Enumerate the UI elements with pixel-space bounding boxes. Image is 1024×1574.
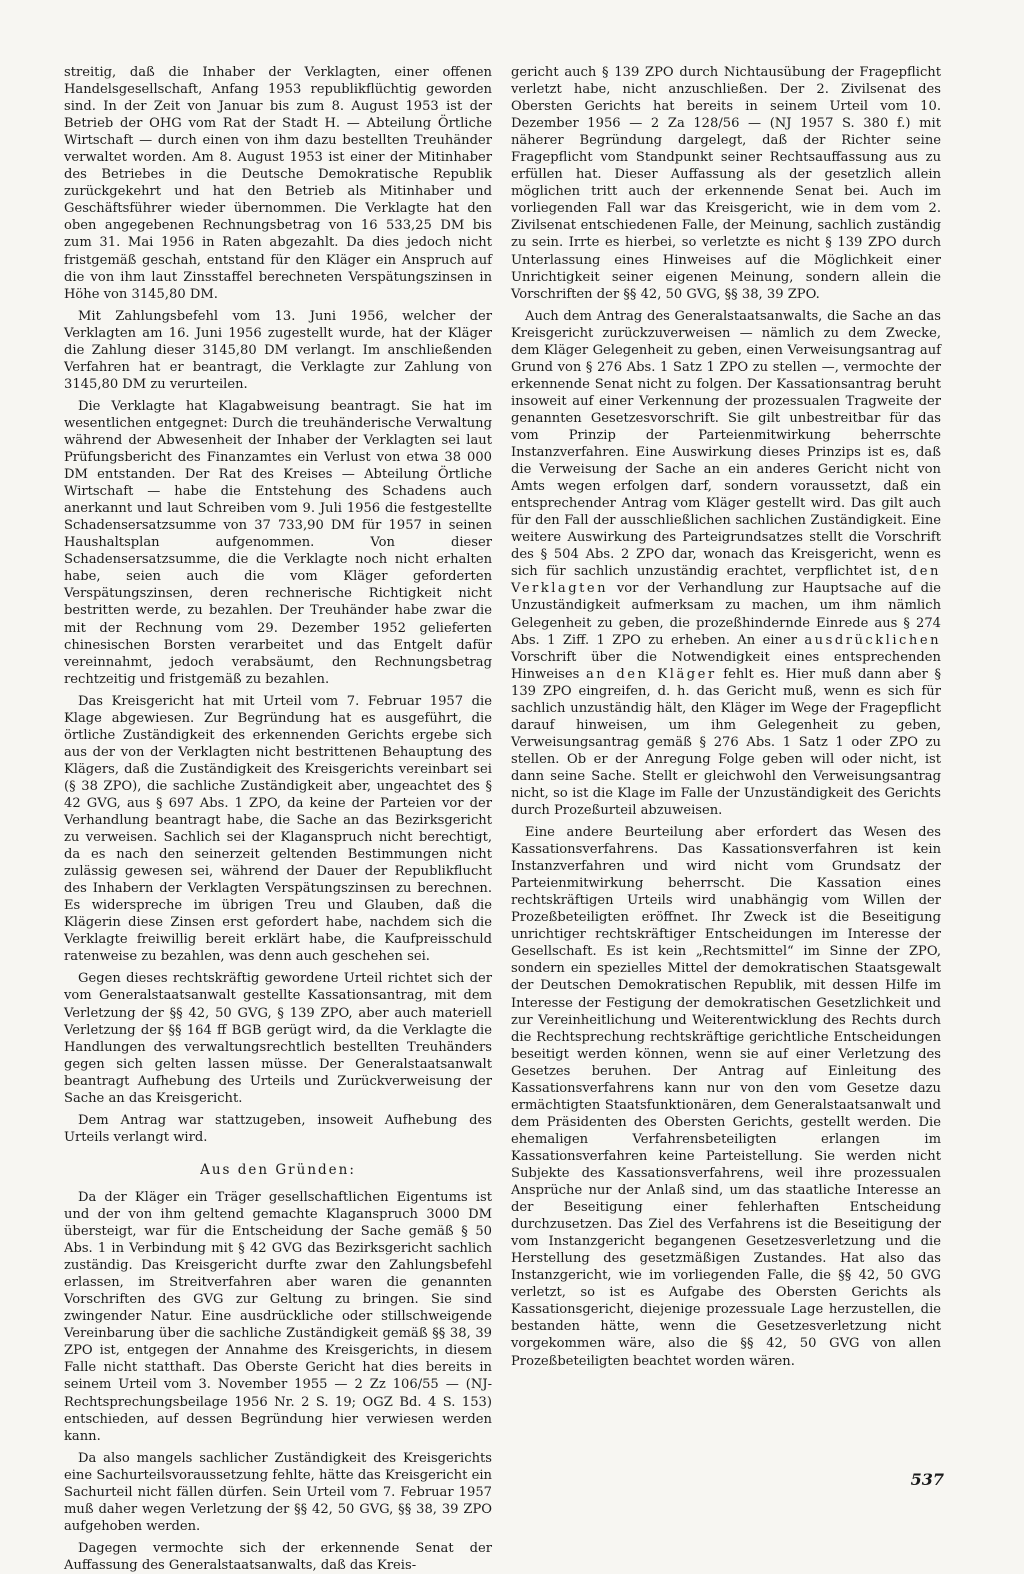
paragraph: Dem Antrag war stattzugeben, insoweit Aufhebung des Urteils verlangt wird. <box>64 1112 492 1145</box>
paragraph-text: Auch dem Antrag des Generalstaatsanwalts, die Sache an das Kreisgericht zurückzuverweisen — nämlich zu dem Zwecke, dem Kläger Gelegenheit zu geben, einen Verweisungsantrag auf Grund von § 276 Abs. 1 Satz 1 ZPO zu stellen —, vermochte der erkennende Senat nicht zu folgen. Der Kassationsantrag beruht insoweit auf einer Verkennung der prozessualen Tragweite der genannten Gesetzesvorschrift. Sie gilt unbestreitbar für das vom Prinzip der Parteienmitwirkung beherrschte Instanzverfahren. Eine Auswirkung dieses Prinzips ist es, daß die Verweisung der Sache an ein anderes Gericht nicht von Amts wegen erfolgen darf, sondern voraussetzt, daß ein entsprechender Antrag vom Kläger gestellt wird. Das gilt auch für den Fall der ausschließlichen sachlichen Zuständigkeit. Eine weitere Auswirkung des Parteigrundsatzes stellt die Vorschrift des § 504 Abs. 2 ZPO dar, wonach das Kreisgericht, wenn es sich für sachlich unzuständig erachtet, verpflichtet ist, <box>511 308 941 580</box>
paragraph: Die Verklagte hat Klagabweisung beantragt. Sie hat im wesentlichen entgegnet: Durch die treuhänderische Verwaltung während der Abwesenheit der Inhaber der Verklagten sei laut Prüfungsbericht des Finanzamtes ein Verlust von etwa 38 000 DM entstanden. Der Rat des Kreises — Abteilung Örtliche Wirtschaft — habe die Entstehung des Schadens auch anerkannt und laut Schreiben vom 9. Juli 1956 die festgestellte Schadensersatzsumme von 37 733,90 DM für 1957 in seinen Haushaltsplan aufgenommen. Von dieser Schadensersatzsumme, die die Verklagte noch nicht erhalten habe, seien auch die vom Kläger geforderten Verspätungszinsen, deren rechnerische Richtigkeit nicht bestritten werde, zu bezahlen. Der Treuhänder habe zwar die mit der Rechnung vom 29. Dezember 1952 gelieferten chinesischen Borsten verarbeitet und das Entgelt dafür vereinnahmt, jedoch verabsäumt, den Rechnungsbetrag rechtzeitig und fristgemäß zu bezahlen. <box>64 398 492 687</box>
paragraph: Dagegen vermochte sich der erkennende Senat der Auffassung des Generalstaatsanwalts, daß das Kreis- <box>64 1540 492 1573</box>
emphasized-text: an den Kläger <box>585 666 717 682</box>
paragraph: Da der Kläger ein Träger gesellschaftlichen Eigentums ist und der von ihm geltend gemachte Klaganspruch 3000 DM übersteigt, war für die Entscheidung der Sache gemäß § 50 Abs. 1 in Verbindung mit § 42 GVG das Bezirksgericht sachlich zuständig. Das Kreisgericht durfte zwar den Zahlungsbefehl erlassen, im Streitverfahren aber waren die genannten Vorschriften des GVG zur Geltung zu bringen. Sie sind zwingender Natur. Eine ausdrückliche oder stillschweigende Vereinbarung über die sachliche Zuständigkeit gemäß §§ 38, 39 ZPO ist, entgegen der Annahme des Kreisgerichts, in diesem Falle nicht statthaft. Das Oberste Gericht hat dies bereits in seinem Urteil vom 3. November 1955 — 2 Zz 106/55 — (NJ-Rechtsprechungsbeilage 1956 Nr. 2 S. 19; OGZ Bd. 4 S. 153) entschieden, auf dessen Begründung hier verwiesen werden kann. <box>64 1189 492 1444</box>
paragraph: Eine andere Beurteilung aber erfordert das Wesen des Kassationsverfahrens. Das Kassationsverfahren ist kein Instanzverfahren und wird nicht vom Grundsatz der Parteienmitwirkung beherrscht. Die Kassation eines rechtskräftigen Urteils wird unabhängig vom Willen der Prozeßbeteiligten eröffnet. Ihr Zweck ist die Beseitigung unrichtiger rechtskräftiger Entscheidungen im Interesse der Gesellschaft. Es ist kein „Rechtsmittel“ im Sinne der ZPO, sondern ein spezielles Mittel der demokratischen Staatsgewalt der Deutschen Demokratischen Republik, mit dessen Hilfe im Interesse der Festigung der demokratischen Gesetzlichkeit und zur Vereinheitlichung und Weiterentwicklung des Rechts durch die Rechtsprechung rechtskräftige gerichtliche Entscheidungen beseitigt werden können, wenn sie auf einer Verletzung des Gesetzes beruhen. Der Antrag auf Einleitung des Kassationsverfahrens kann nur von den vom Gesetze dazu ermächtigten Staatsfunktionären, dem Generalstaatsanwalt und dem Präsidenten des Obersten Gerichts, gestellt werden. Die ehemaligen Verfahrensbeteiligten erlangen im Kassationsverfahren keine Parteistellung. Sie werden nicht Subjekte des Kassationsverfahrens, weil ihre prozessualen Ansprüche nur der Anlaß sind, um das staatliche Interesse an der Beseitigung einer fehlerhaften Entscheidung durchzusetzen. Das Ziel des Verfahrens ist die Beseitigung der vom Instanzgericht begangenen Gesetzesverletzung und die Herstellung des gesetzmäßigen Zustandes. Hat also das Instanzgericht, wie im vorliegenden Falle, die §§ 42, 50 GVG verletzt, so ist es Aufgabe des Obersten Gerichts als Kassationsgericht, diejenige prozessuale Lage herzustellen, die bestanden hätte, wenn die Gesetzesverletzung nicht vorgekommen wäre, also die §§ 42, 50 GVG von allen Prozeßbeteiligten beachtet worden wären. <box>511 825 941 1369</box>
paragraph-text: Vorschrift über die Notwendigkeit eines entsprechenden Hinweises <box>511 649 941 682</box>
paragraph-text: fehlt es. Hier muß dann aber § 139 ZPO eingreifen, d. h. das Gericht muß, wenn es sich für sachlich unzuständig hält, den Kläger im Wege der Fragepflicht darauf hinweisen, um ihm Gelegenheit zu geben, Verweisungsantrag gemäß § 276 Abs. 1 Satz 1 oder ZPO zu stellen. Ob er der Anregung Folge geben will oder nicht, ist dann seine Sache. Stellt er gleichwohl den Verweisungsantrag nicht, so ist die Klage im Falle der Unzuständigkeit des Gerichts durch Prozeßurteil abzuweisen. <box>511 666 941 819</box>
page-number: 537 <box>910 1470 944 1489</box>
paragraph: Mit Zahlungsbefehl vom 13. Juni 1956, welcher der Verklagten am 16. Juni 1956 zugestellt wurde, hat der Kläger die Zahlung dieser 3145,80 DM verlangt. Im anschließenden Verfahren hat er beantragt, die Verklagte zur Zahlung von 3145,80 DM zu verurteilen. <box>64 308 492 392</box>
left-column <box>64 64 492 1574</box>
paragraph: Da also mangels sachlicher Zuständigkeit des Kreisgerichts eine Sachurteilsvoraussetzung fehlte, hätte das Kreisgericht ein Sachurteil nicht fällen dürfen. Sein Urteil vom 7. Februar 1957 muß daher wegen Verletzung der §§ 42, 50 GVG, §§ 38, 39 ZPO aufgehoben werden. <box>64 1450 492 1534</box>
emphasized-text: ausdrücklichen <box>804 632 941 648</box>
right-column <box>511 64 941 1370</box>
paragraph: gericht auch § 139 ZPO durch Nichtausübung der Fragepflicht verletzt habe, nicht anzuschließen. Der 2. Zivilsenat des Obersten Gerichts hat bereits in seinem Urteil vom 10. Dezember 1956 — 2 Za 128/56 — (NJ 1957 S. 380 f.) mit näherer Begründung dargelegt, daß der Richter seine Fragepflicht vom Standpunkt seiner Rechtsauffassung aus zu erfüllen hat. Dieser Auffassung als der gesetzlich allein möglichen tritt auch der erkennende Senat bei. Auch im vorliegenden Fall war das Kreisgericht, wie in dem vom 2. Zivilsenat entschiedenen Falle, der Meinung, sachlich zuständig zu sein. Irrte es hierbei, so verletzte es nicht § 139 ZPO durch Unterlassung eines Hinweises auf die Möglichkeit einer Unrichtigkeit seiner eigenen Meinung, sondern allein die Vorschriften der §§ 42, 50 GVG, §§ 38, 39 ZPO. <box>511 65 941 302</box>
paragraph-text: vor der Verhandlung zur Hauptsache auf die Unzuständigkeit aufmerksam zu machen, um ihm nämlich Gelegenheit zu geben, die prozeßhindernde Einrede aus § 274 Abs. 1 Ziff. 1 ZPO zu erheben. An einer <box>511 581 941 648</box>
section-heading: Aus den Gründen: <box>200 1161 356 1178</box>
paragraph: Das Kreisgericht hat mit Urteil vom 7. Februar 1957 die Klage abgewiesen. Zur Begründung hat es ausgeführt, die örtliche Zuständigkeit des erkennenden Gerichts ergebe sich aus der von der Verklagten nicht bestrittenen Behauptung des Klägers, daß die Zuständigkeit des Kreisgerichts vereinbart sei (§ 38 ZPO), die sachliche Zuständigkeit aber, ungeachtet des § 42 GVG, aus § 697 Abs. 1 ZPO, da keine der Parteien vor der Verhandlung beantragt habe, die Sache an das Bezirksgericht zu verweisen. Sachlich sei der Klaganspruch nicht berechtigt, da es nach den seinerzeit geltenden Bestimmungen nicht zulässig gewesen sei, während der Dauer der Republikflucht des Inhabern der Verklagten Verspätungszinsen zu berechnen. Es widerspreche im übrigen Treu und Glauben, daß die Klägerin diese Zinsen erst gefordert habe, nachdem sich die Verklagte freiwillig bereit erklärt habe, die Kaufpreisschuld ratenweise zu bezahlen, was denn auch geschehen sei. <box>64 693 492 965</box>
emphasized-text: den Verklagten <box>511 564 941 597</box>
paragraph <box>511 308 941 819</box>
paragraph: streitig, daß die Inhaber der Verklagten, einer offenen Handelsgesellschaft, Anfang 1953 republikflüchtig geworden sind. In der Zeit von Januar bis zum 8. August 1953 ist der Betrieb der OHG vom Rat der Stadt H. — Abteilung Örtliche Wirtschaft — durch einen von ihm dazu bestellten Treuhänder verwaltet worden. Am 8. August 1953 ist einer der Mitinhaber des Betriebes in die Deutsche Demokratische Republik zurückgekehrt und hat den Betrieb als Mitinhaber und Geschäftsführer wieder übernommen. Die Verklagte hat den oben angegebenen Rechnungsbetrag von 16 533,25 DM bis zum 31. Mai 1956 in Raten abgezahlt. Da dies jedoch nicht fristgemäß geschah, entstand für den Kläger ein Anspruch auf die von ihm laut Zinsstaffel berechneten Verspätungszinsen in Höhe von 3145,80 DM. <box>64 65 492 302</box>
paragraph: Gegen dieses rechtskräftig gewordene Urteil richtet sich der vom Generalstaatsanwalt gestellte Kassationsantrag, mit dem Verletzung der §§ 42, 50 GVG, § 139 ZPO, aber auch materiell Verletzung der §§ 164 ff BGB gerügt wird, da die Verklagte die Handlungen des verwaltungsrechtlich bestellten Treuhänders gegen sich gelten lassen müsse. Der Generalstaatsanwalt beantragt Aufhebung des Urteils und Zurückverweisung der Sache an das Kreisgericht. <box>64 971 492 1106</box>
